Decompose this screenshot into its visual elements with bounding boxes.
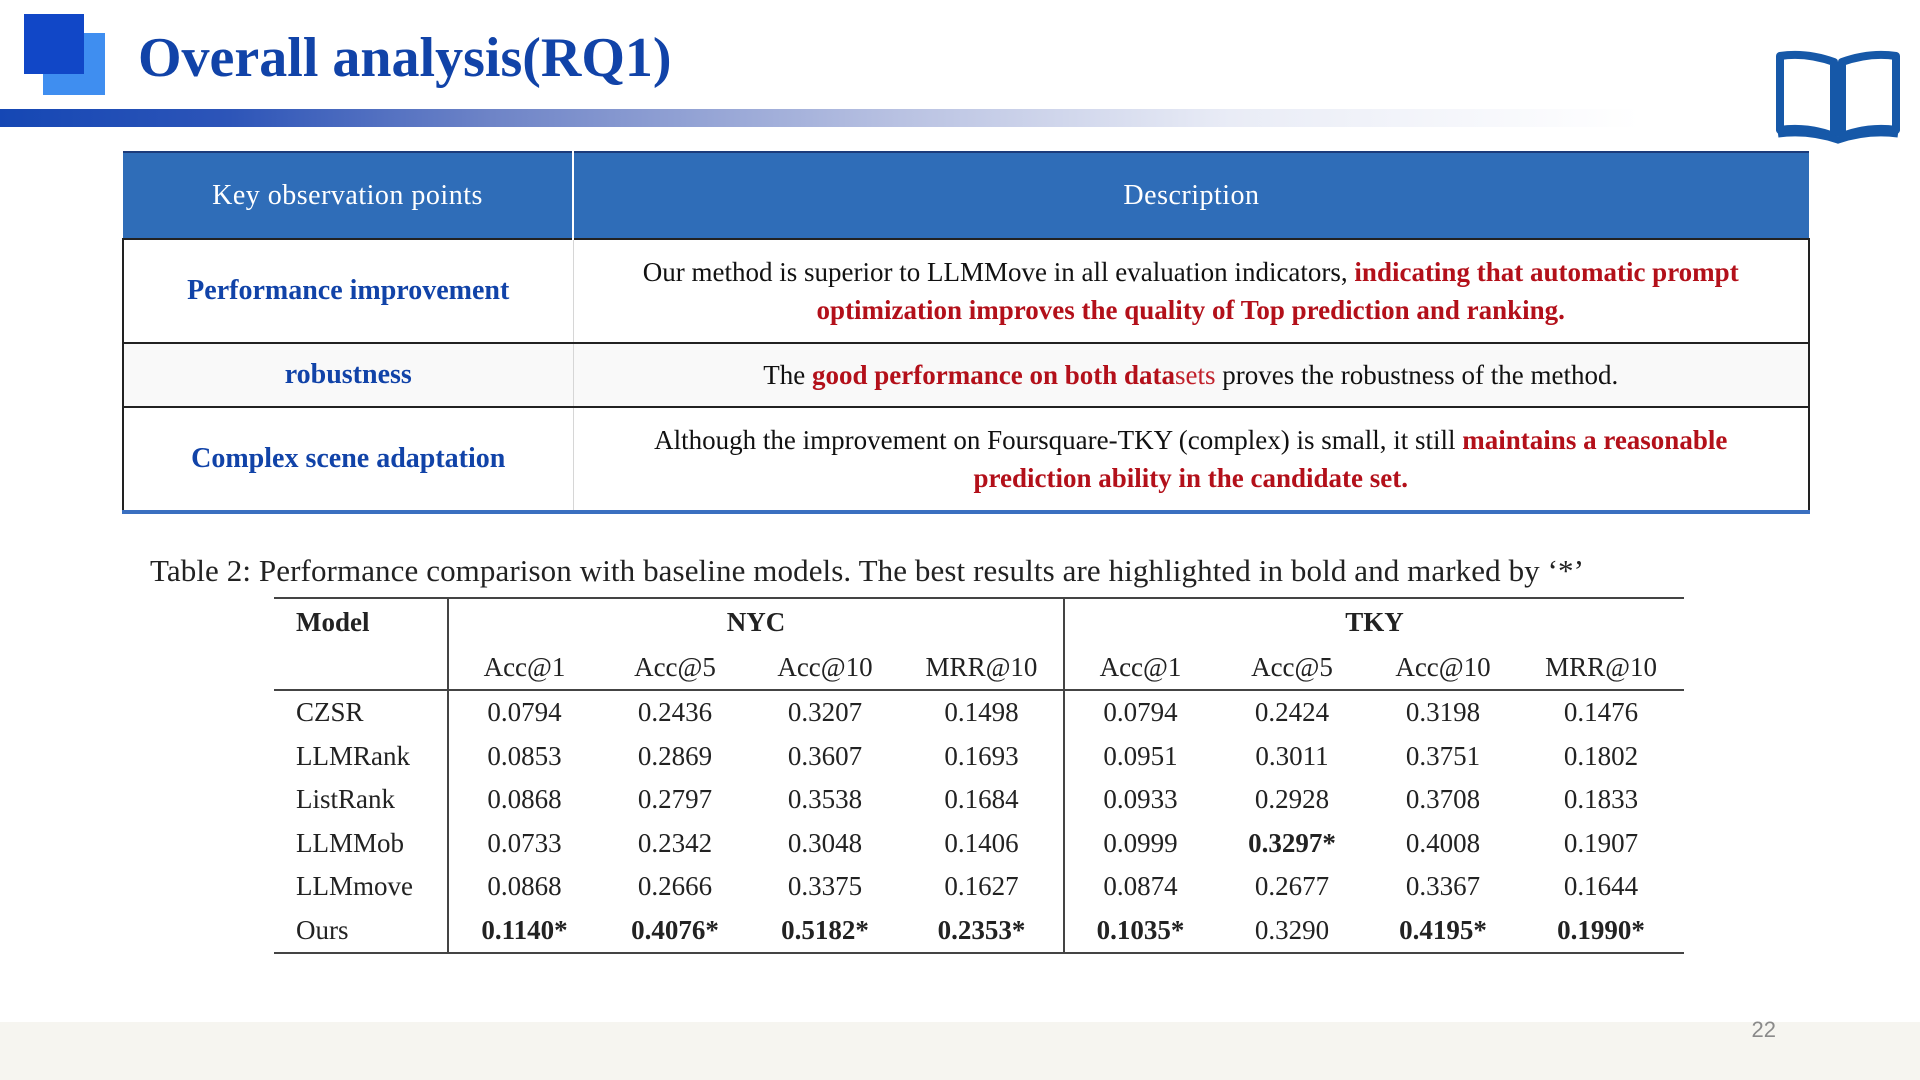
desc-highlight-plain: sets <box>1175 360 1216 390</box>
metric-value-cell: 0.1684 <box>900 778 1064 822</box>
metric-value-cell: 0.3297* <box>1248 827 1336 858</box>
model-name-cell: CZSR <box>274 690 448 735</box>
observation-key: Performance improvement <box>123 239 573 343</box>
model-name-cell: Ours <box>274 909 448 954</box>
group-header-nyc: NYC <box>448 598 1064 645</box>
desc-text: Although the improvement on Foursquare-TKY (complex) is small, it still <box>654 425 1463 455</box>
model-header: Model <box>274 598 448 645</box>
metric-value-cell: 0.2869 <box>637 740 713 771</box>
metric-value-cell: 0.0951 <box>1103 740 1178 771</box>
metric-value-cell: 0.0794 <box>487 697 562 728</box>
metric-header: MRR@10 <box>1518 645 1684 690</box>
header-key-points: Key observation points <box>123 152 573 239</box>
metric-value-cell: 0.0868 <box>487 871 562 902</box>
observation-description <box>573 343 1809 407</box>
metric-value-cell: 0.4195* <box>1368 909 1518 954</box>
desc-highlight: indicating that automatic prompt optimization improves the quality of Top prediction and ranking. <box>816 257 1739 325</box>
model-name-cell: ListRank <box>274 778 448 822</box>
metric-value-cell: 0.1627 <box>900 865 1064 909</box>
logo-squares <box>24 14 106 96</box>
metric-value-cell: 0.3367 <box>1405 871 1481 902</box>
metric-value-cell: 0.2928 <box>1254 784 1330 815</box>
footer-band <box>0 1022 1920 1080</box>
metric-value-cell: 0.0733 <box>487 827 562 858</box>
metric-value-cell: 0.1498 <box>900 690 1064 735</box>
model-name-cell: LLMRank <box>274 735 448 779</box>
table-row <box>274 865 1684 909</box>
metric-value-cell: 0.1990* <box>1518 909 1684 954</box>
table-row <box>274 909 1684 954</box>
observation-row-robustness <box>123 343 1809 407</box>
metric-value-cell: 0.3751 <box>1405 740 1481 771</box>
metric-value-cell: 0.2353* <box>900 909 1064 954</box>
metric-value-cell: 0.2666 <box>637 871 713 902</box>
page-number: 22 <box>1751 1017 1776 1042</box>
model-name-cell: LLMmove <box>274 865 448 909</box>
metric-value-cell: 0.2424 <box>1254 697 1330 728</box>
observation-key: robustness <box>123 343 573 407</box>
metric-value-cell: 0.1907 <box>1563 827 1639 858</box>
metric-value-cell: 0.3607 <box>787 740 863 771</box>
desc-highlight: good performance on both data <box>812 360 1176 390</box>
observation-key: Complex scene adaptation <box>123 407 573 512</box>
desc-text: proves the robustness of the method. <box>1215 360 1619 390</box>
observation-table <box>122 151 1810 514</box>
metric-value-cell: 0.3290 <box>1216 909 1368 954</box>
header-description: Description <box>573 152 1809 239</box>
metric-value-cell: 0.1833 <box>1563 784 1639 815</box>
logo-square-front <box>24 14 84 74</box>
metric-value-cell: 0.3011 <box>1255 740 1329 771</box>
metric-header: Acc@1 <box>448 645 600 690</box>
metric-value-cell: 0.2677 <box>1254 871 1330 902</box>
metric-value-cell: 0.5182* <box>750 909 900 954</box>
group-header-tky: TKY <box>1064 598 1684 645</box>
metric-value-cell: 0.0794 <box>1103 697 1178 728</box>
metric-value-cell: 0.3708 <box>1405 784 1481 815</box>
results-group-header-row <box>274 598 1684 645</box>
metric-value-cell: 0.0999 <box>1103 827 1178 858</box>
desc-highlight: maintains a reasonable prediction ability in the candidate set. <box>973 425 1728 493</box>
metric-value-cell: 0.0874 <box>1103 871 1178 902</box>
results-table-caption: Table 2: Performance comparison with baseline models. The best results are highlighted in bold and marked by ‘*’ <box>150 553 1585 588</box>
results-table <box>274 597 1684 954</box>
metric-value-cell: 0.1644 <box>1563 871 1639 902</box>
metric-value-cell: 0.3538 <box>787 784 863 815</box>
observation-row-performance <box>123 239 1809 343</box>
metric-value-cell: 0.0853 <box>487 740 562 771</box>
model-name-cell: LLMMob <box>274 822 448 866</box>
results-metric-header-row <box>274 645 1684 690</box>
table-row <box>274 690 1684 735</box>
metric-value-cell: 0.3048 <box>787 827 863 858</box>
metric-value-cell: 0.2436 <box>637 697 713 728</box>
metric-value-cell: 0.2797 <box>637 784 713 815</box>
metric-value-cell: 0.2342 <box>637 827 713 858</box>
metric-header: Acc@5 <box>1216 645 1368 690</box>
metric-header: Acc@5 <box>600 645 750 690</box>
metric-header: Acc@10 <box>750 645 900 690</box>
metric-value-cell: 0.1406 <box>900 822 1064 866</box>
desc-text: The <box>763 360 813 390</box>
metric-value-cell: 0.4008 <box>1405 827 1481 858</box>
observation-description <box>573 407 1809 512</box>
metric-value-cell: 0.1476 <box>1563 697 1639 728</box>
observation-row-complex <box>123 407 1809 512</box>
metric-value-cell: 0.4076* <box>600 909 750 954</box>
table-row <box>274 778 1684 822</box>
desc-text: Our method is superior to LLMMove in all evaluation indicators, <box>642 257 1355 287</box>
metric-value-cell: 0.3375 <box>787 871 863 902</box>
metric-value-cell: 0.1140* <box>448 909 600 954</box>
metric-value-cell: 0.1035* <box>1064 909 1216 954</box>
book-icon <box>1776 50 1900 144</box>
metric-header: Acc@10 <box>1368 645 1518 690</box>
metric-value-cell: 0.1802 <box>1563 740 1639 771</box>
observation-header-row <box>123 152 1809 239</box>
slide-title: Overall analysis(RQ1) <box>138 27 672 89</box>
metric-header: Acc@1 <box>1064 645 1216 690</box>
metric-value-cell: 0.0933 <box>1103 784 1178 815</box>
metric-value-cell: 0.3207 <box>787 697 863 728</box>
title-underline-bar <box>0 109 1640 127</box>
metric-value-cell: 0.1693 <box>900 735 1064 779</box>
metric-header: MRR@10 <box>900 645 1064 690</box>
model-header-blank <box>274 645 448 690</box>
metric-value-cell: 0.0868 <box>487 784 562 815</box>
observation-description <box>573 239 1809 343</box>
table-row <box>274 822 1684 866</box>
table-row <box>274 735 1684 779</box>
metric-value-cell: 0.3198 <box>1405 697 1481 728</box>
